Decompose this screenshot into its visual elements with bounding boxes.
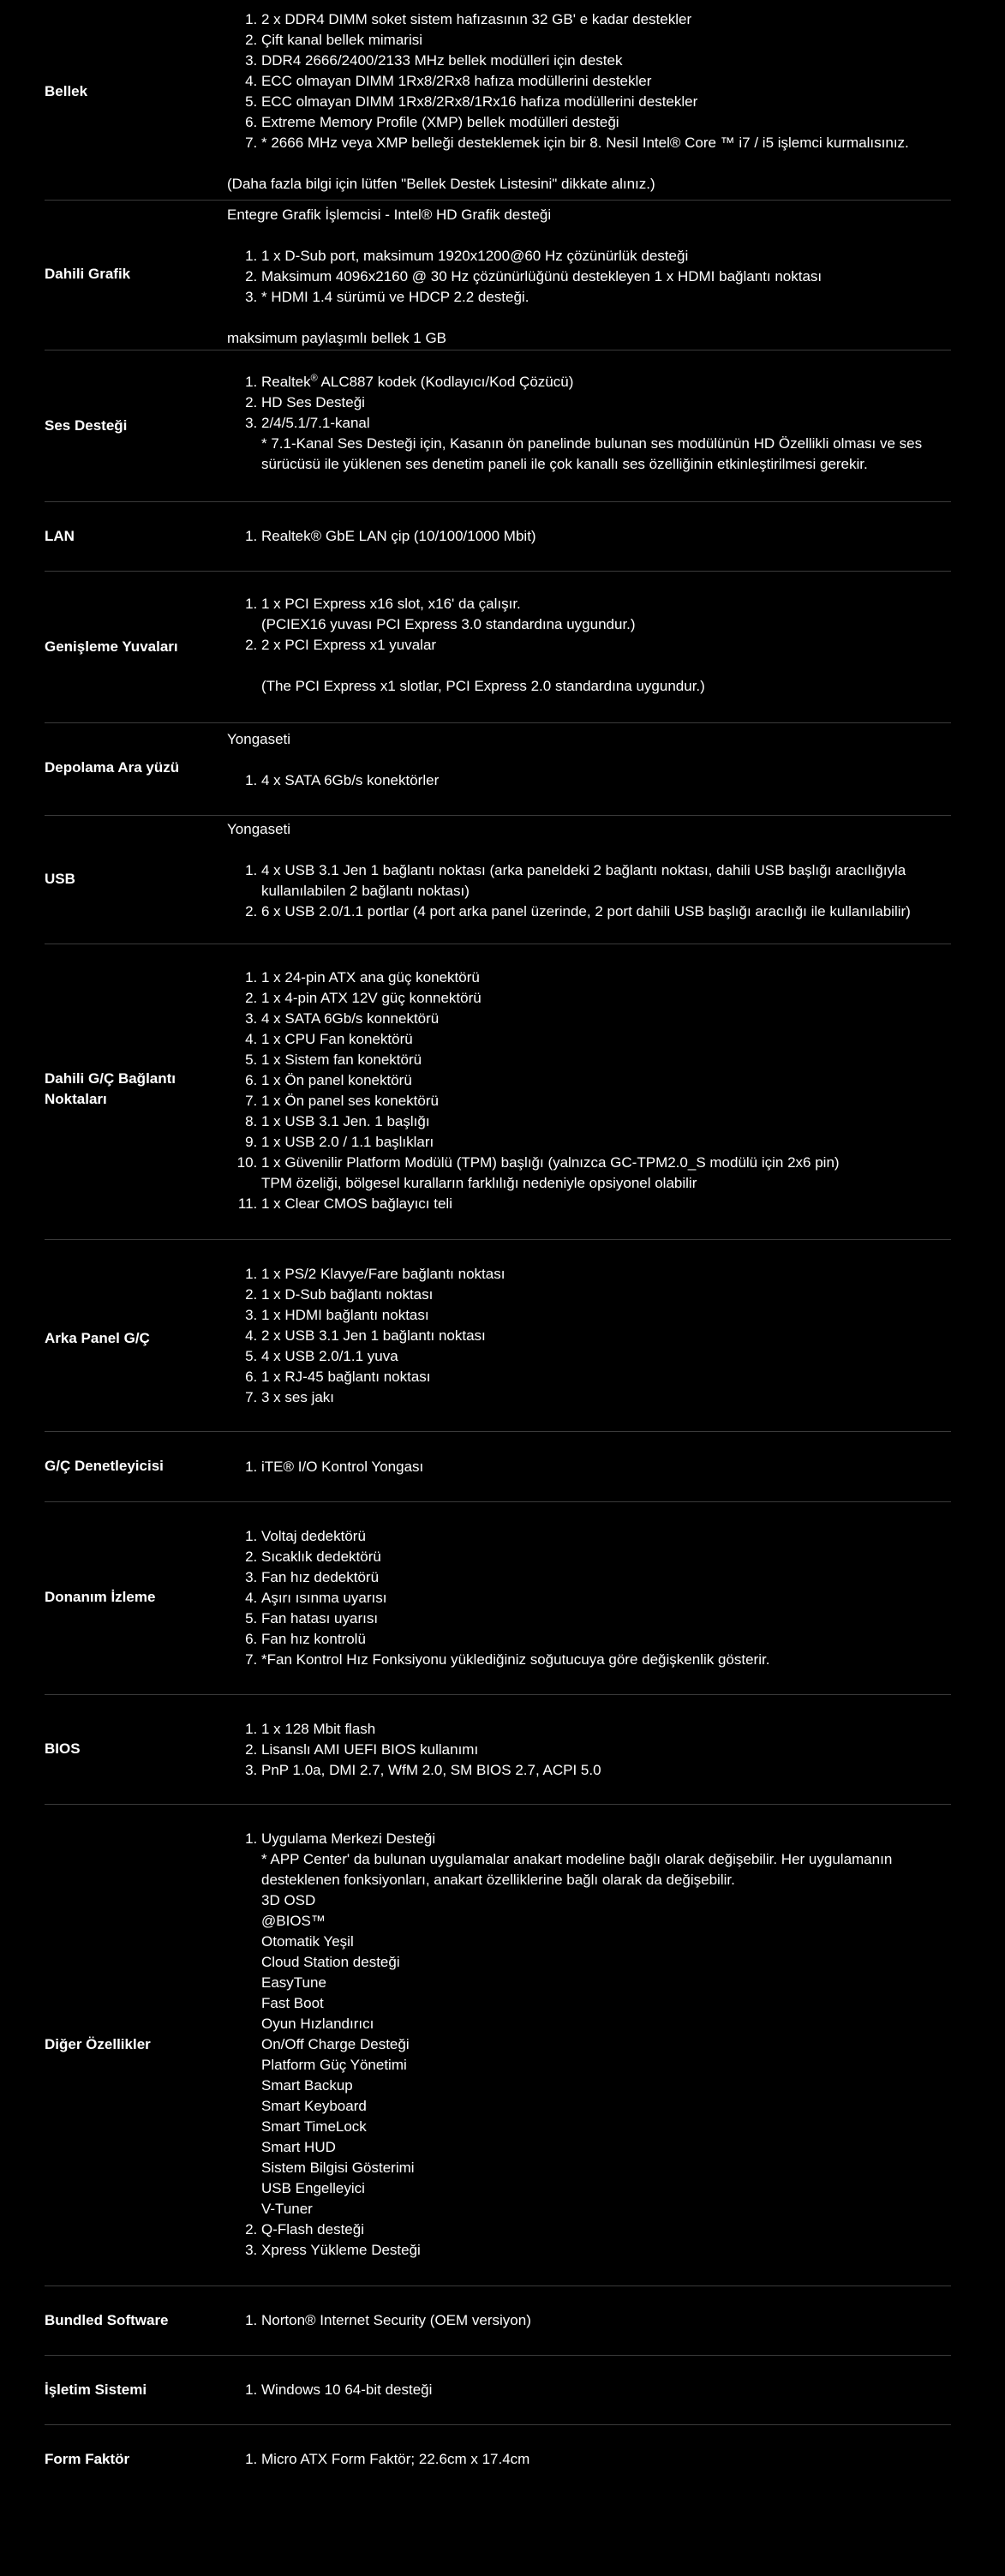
row-content <box>227 372 938 475</box>
spec-list <box>227 2310 938 2331</box>
item-text: 3 x ses jakı <box>261 1389 335 1405</box>
spacer <box>227 840 938 860</box>
spec-paragraph: maksimum paylaşımlı bellek 1 GB <box>227 330 447 346</box>
spacer <box>227 225 938 246</box>
item-text: Fan hız kontrolü <box>261 1631 366 1647</box>
item-text: Lisanslı AMI UEFI BIOS kullanımı <box>261 1741 479 1758</box>
item-subline: Platform Güç Yönetimi <box>261 2057 407 2073</box>
spec-list <box>227 246 938 308</box>
row-label: LAN <box>45 528 75 544</box>
row-content <box>227 526 938 547</box>
item-text: 1 x D-Sub bağlantı noktası <box>261 1286 434 1303</box>
item-subline: * APP Center' da bulunan uygulamalar anakart modeline bağlı olarak değişebilir. Her uygulamanın desteklenen fonksiyonları, anakart özelliklerine bağlı olarak da değişebilir. <box>261 1851 893 1888</box>
spacer <box>227 656 938 676</box>
item-text: PnP 1.0a, DMI 2.7, WfM 2.0, SM BIOS 2.7, ACPI 5.0 <box>261 1762 601 1778</box>
spec-list-item <box>261 392 938 413</box>
row-divider <box>45 1431 951 1432</box>
spec-list-item <box>261 1387 938 1408</box>
item-text: 1 x 128 Mbit flash <box>261 1721 376 1737</box>
spec-list-item <box>261 71 938 92</box>
spec-paragraph: Yongaseti <box>227 821 291 837</box>
spec-list-item <box>261 594 938 635</box>
row-label: Arka Panel G/Ç <box>45 1330 150 1346</box>
spec-list <box>227 2380 938 2400</box>
registered-mark: ® <box>310 373 318 384</box>
item-subline: Smart TimeLock <box>261 2118 367 2135</box>
spec-list <box>227 1526 938 1670</box>
row-label: USB <box>45 871 75 887</box>
item-text: 1 x CPU Fan konektörü <box>261 1031 413 1047</box>
item-text: 1 x Ön panel ses konektörü <box>261 1093 439 1109</box>
row-divider <box>45 1694 951 1695</box>
item-text: Sıcaklık dedektörü <box>261 1549 381 1565</box>
item-subline: Oyun Hızlandırıcı <box>261 2016 374 2032</box>
row-label: BIOS <box>45 1740 81 1757</box>
spec-list <box>227 1719 938 1781</box>
item-text: 4 x SATA 6Gb/s konnektörü <box>261 1010 440 1027</box>
item-text: * HDMI 1.4 sürümü ve HDCP 2.2 desteği. <box>261 289 529 305</box>
spec-list-item <box>261 267 938 287</box>
spec-list <box>227 1264 938 1408</box>
spec-list <box>227 526 938 547</box>
spec-list-item <box>261 1588 938 1609</box>
spec-list <box>227 594 938 656</box>
row-divider <box>45 200 951 201</box>
spec-list <box>227 9 938 153</box>
item-text: 1 x Ön panel konektörü <box>261 1072 412 1088</box>
spec-list-item <box>261 1029 938 1050</box>
item-text: Fan hız dedektörü <box>261 1569 380 1585</box>
row-divider <box>45 815 951 816</box>
spec-paragraph: (Daha fazla bilgi için lütfen "Bellek Destek Listesini" dikkate alınız.) <box>227 176 655 192</box>
spec-list-item <box>261 2240 938 2261</box>
row-label: Ses Desteği <box>45 417 128 434</box>
item-subline: TPM özeliği, bölgesel kuralların farklılığı nedeniyle opsiyonel olabilir <box>261 1175 697 1191</box>
row-label: Bundled Software <box>45 2312 169 2328</box>
row-divider <box>45 1501 951 1502</box>
item-text: 1 x USB 2.0 / 1.1 başlıkları <box>261 1134 434 1150</box>
item-text: 6 x USB 2.0/1.1 portlar (4 port arka panel üzerinde, 2 port dahili USB başlığı aracılığı ile kullanılabilir) <box>261 903 911 920</box>
item-text: 1 x HDMI bağlantı noktası <box>261 1307 429 1323</box>
spec-list-item <box>261 902 938 922</box>
row-label: Diğer Özellikler <box>45 2036 151 2052</box>
spec-list-item <box>261 1153 938 1194</box>
spec-list-item <box>261 2310 938 2331</box>
spec-list-item <box>261 1629 938 1650</box>
item-text: Realtek® GbE LAN çip (10/100/1000 Mbit) <box>261 528 536 544</box>
row-label: Form Faktör <box>45 2451 130 2467</box>
item-text: 1 x USB 3.1 Jen. 1 başlığı <box>261 1113 430 1129</box>
spec-list-item <box>261 1457 938 1477</box>
item-subline: Fast Boot <box>261 1995 324 2011</box>
row-divider <box>45 2285 951 2286</box>
spec-list-item <box>261 1285 938 1305</box>
spec-list-item <box>261 1305 938 1326</box>
item-text: Micro ATX Form Faktör; 22.6cm x 17.4cm <box>261 2451 530 2467</box>
spec-list-item <box>261 1829 938 2220</box>
spec-list-item <box>261 1547 938 1567</box>
spec-list-item <box>261 112 938 133</box>
spec-list-item <box>261 1194 938 1214</box>
spec-list-item <box>261 246 938 267</box>
item-text: Aşırı ısınma uyarısı <box>261 1590 387 1606</box>
item-text: Q-Flash desteği <box>261 2221 364 2238</box>
spec-list-item <box>261 1091 938 1111</box>
spec-list-item <box>261 2220 938 2240</box>
spec-list <box>227 2449 938 2470</box>
item-subline: @BIOS™ <box>261 1913 326 1929</box>
row-content <box>227 729 938 791</box>
row-content <box>227 1264 938 1408</box>
spec-paragraph: Yongaseti <box>227 731 291 747</box>
row-content <box>227 9 938 195</box>
row-label: Genişleme Yuvaları <box>45 638 178 655</box>
spec-list-item <box>261 1567 938 1588</box>
item-subline: Smart HUD <box>261 2139 336 2155</box>
spec-list-item <box>261 2449 938 2470</box>
spec-list-item <box>261 1009 938 1029</box>
row-divider <box>45 571 951 572</box>
spec-list-item <box>261 287 938 308</box>
item-text: iTE® I/O Kontrol Yongası <box>261 1459 424 1475</box>
item-text: Çift kanal bellek mimarisi <box>261 32 422 48</box>
spec-list-item <box>261 635 938 656</box>
item-text: * 2666 MHz veya XMP belleği desteklemek için bir 8. Nesil Intel® Core ™ i7 / i5 işlemci kurmalısınız. <box>261 135 909 151</box>
item-text: *Fan Kontrol Hız Fonksiyonu yüklediğiniz soğutucuya göre değişkenlik gösterir. <box>261 1651 770 1668</box>
spec-list-item <box>261 1740 938 1760</box>
row-content <box>227 1526 938 1670</box>
item-text: 2 x DDR4 DIMM soket sistem hafızasının 32 GB' e kadar destekler <box>261 11 692 27</box>
item-text: 1 x 24-pin ATX ana güç konektörü <box>261 969 480 985</box>
item-subline: (PCIEX16 yuvası PCI Express 3.0 standardına uygundur.) <box>261 616 636 632</box>
item-subline: Smart Keyboard <box>261 2098 367 2114</box>
item-text-continued: ALC887 kodek (Kodlayıcı/Kod Çözücü) <box>317 374 574 390</box>
row-content <box>227 2449 938 2470</box>
item-subline: USB Engelleyici <box>261 2180 365 2196</box>
spec-list-item <box>261 372 938 392</box>
spec-list-item <box>261 413 938 475</box>
spec-paragraph: (The PCI Express x1 slotlar, PCI Express 2.0 standardına uygundur.) <box>261 678 705 694</box>
spec-list-item <box>261 1326 938 1346</box>
item-text: Voltaj dedektörü <box>261 1528 366 1544</box>
item-subline: Sistem Bilgisi Gösterimi <box>261 2160 415 2176</box>
spec-list <box>227 372 938 475</box>
item-text: 1 x D-Sub port, maksimum 1920x1200@60 Hz çözünürlük desteği <box>261 248 689 264</box>
row-content <box>227 1457 938 1477</box>
spec-list-item <box>261 1132 938 1153</box>
item-text: Fan hatası uyarısı <box>261 1610 379 1626</box>
item-subline: 3D OSD <box>261 1892 316 1908</box>
spec-list <box>227 1829 938 2261</box>
spec-list-item <box>261 1346 938 1367</box>
spec-list-item <box>261 526 938 547</box>
spec-list-item <box>261 1526 938 1547</box>
row-label: Donanım İzleme <box>45 1589 156 1605</box>
item-subline: Smart Backup <box>261 2077 353 2094</box>
item-text: Extreme Memory Profile (XMP) bellek modülleri desteği <box>261 114 619 130</box>
item-text: Norton® Internet Security (OEM versiyon) <box>261 2312 531 2328</box>
row-label: Bellek <box>45 83 88 99</box>
item-text: Uygulama Merkezi Desteği <box>261 1830 436 1847</box>
row-label: G/Ç Denetleyicisi <box>45 1458 164 1474</box>
item-text: 1 x PS/2 Klavye/Fare bağlantı noktası <box>261 1266 505 1282</box>
spec-list-item <box>261 1050 938 1070</box>
spec-list-item <box>261 2380 938 2400</box>
spec-list-item <box>261 1111 938 1132</box>
item-text: 1 x Güvenilir Platform Modülü (TPM) başlığı (yalnızca GC-TPM2.0_S modülü için 2x6 pin) <box>261 1154 840 1171</box>
row-label: Depolama Ara yüzü <box>45 759 180 776</box>
row-content <box>227 2380 938 2400</box>
spec-list-item <box>261 770 938 791</box>
spacer <box>227 308 938 328</box>
item-text: Realtek <box>261 374 311 390</box>
row-divider <box>45 722 951 723</box>
spec-list <box>227 967 938 1214</box>
row-content <box>227 1719 938 1781</box>
item-text: 2/4/5.1/7.1-kanal <box>261 415 370 431</box>
row-divider <box>45 2424 951 2425</box>
spec-list-item <box>261 1609 938 1629</box>
spec-list <box>227 860 938 922</box>
spec-list-item <box>261 967 938 988</box>
item-subline: Cloud Station desteği <box>261 1954 400 1970</box>
item-text: Xpress Yükleme Desteği <box>261 2242 421 2258</box>
item-text: Windows 10 64-bit desteği <box>261 2381 433 2398</box>
spec-list-item <box>261 1070 938 1091</box>
item-text: 4 x USB 2.0/1.1 yuva <box>261 1348 398 1364</box>
row-label: Dahili G/Ç Bağlantı Noktaları <box>45 1070 176 1107</box>
item-text: 2 x PCI Express x1 yuvalar <box>261 637 437 653</box>
spec-list <box>227 770 938 791</box>
item-text: 4 x USB 3.1 Jen 1 bağlantı noktası (arka paneldeki 2 bağlantı noktası, dahili USB başlığı aracılığıyla kullanılabilen 2 bağlantı noktası) <box>261 862 906 899</box>
item-text: 1 x RJ-45 bağlantı noktası <box>261 1369 431 1385</box>
item-text: 1 x Clear CMOS bağlayıcı teli <box>261 1195 452 1212</box>
item-subline: Otomatik Yeşil <box>261 1933 354 1950</box>
item-text: 1 x PCI Express x16 slot, x16' da çalışır. <box>261 596 521 612</box>
item-text: DDR4 2666/2400/2133 MHz bellek modülleri için destek <box>261 52 623 69</box>
row-label: İşletim Sistemi <box>45 2381 147 2398</box>
item-text: 4 x SATA 6Gb/s konektörler <box>261 772 440 788</box>
item-text: 1 x 4-pin ATX 12V güç konnektörü <box>261 990 482 1006</box>
spec-list-item <box>261 1264 938 1285</box>
row-label: Dahili Grafik <box>45 266 131 282</box>
item-subline: * 7.1-Kanal Ses Desteği için, Kasanın ön panelinde bulunan ses modülünün HD Özellikli olması ve ses sürücüsü ile yüklenen ses denetim paneli ile çok kanallı ses özelliğinin etkinleştirilmesi gerekir. <box>261 435 923 472</box>
spacer <box>227 750 938 770</box>
row-divider <box>45 1239 951 1240</box>
spec-list-item <box>261 1367 938 1387</box>
item-subline: V-Tuner <box>261 2201 313 2217</box>
spec-list-item <box>261 30 938 51</box>
item-text: 1 x Sistem fan konektörü <box>261 1051 422 1068</box>
row-content <box>227 2310 938 2331</box>
spec-list <box>227 1457 938 1477</box>
spec-list-item <box>261 51 938 71</box>
item-text: HD Ses Desteği <box>261 394 365 410</box>
row-divider <box>45 2355 951 2356</box>
spec-list-item <box>261 988 938 1009</box>
item-text: ECC olmayan DIMM 1Rx8/2Rx8 hafıza modüllerini destekler <box>261 73 652 89</box>
item-text: ECC olmayan DIMM 1Rx8/2Rx8/1Rx16 hafıza modüllerini destekler <box>261 93 698 110</box>
item-subline: EasyTune <box>261 1974 326 1991</box>
row-content <box>227 967 938 1214</box>
row-content <box>227 594 938 697</box>
row-divider <box>45 1804 951 1805</box>
spec-list-item <box>261 92 938 112</box>
spec-list-item <box>261 1719 938 1740</box>
item-subline: On/Off Charge Desteği <box>261 2036 410 2052</box>
item-text: 2 x USB 3.1 Jen 1 bağlantı noktası <box>261 1327 486 1344</box>
spacer <box>227 153 938 174</box>
row-content <box>227 819 938 922</box>
row-divider <box>45 501 951 502</box>
spec-list-item <box>261 1760 938 1781</box>
item-text: Maksimum 4096x2160 @ 30 Hz çözünürlüğünü destekleyen 1 x HDMI bağlantı noktası <box>261 268 823 285</box>
row-content <box>227 205 938 349</box>
spec-list-item <box>261 860 938 902</box>
spec-paragraph: Entegre Grafik İşlemcisi - Intel® HD Grafik desteği <box>227 207 552 223</box>
spec-list-item <box>261 1650 938 1670</box>
row-content <box>227 1829 938 2261</box>
spec-list-item <box>261 9 938 30</box>
spec-list-item <box>261 133 938 153</box>
